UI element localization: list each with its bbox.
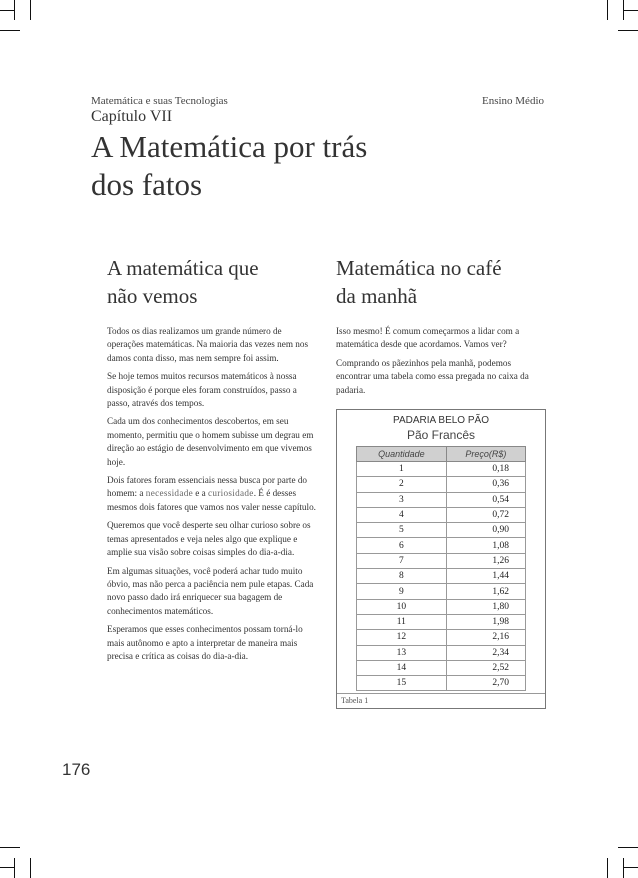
table-row [357,660,526,675]
price-table-box [336,409,546,709]
crop-mark [14,858,15,878]
price-cell: 0,72 [446,507,525,522]
price-cell: 0,36 [446,477,525,492]
section-title-line: não vemos [107,284,198,308]
paragraph: Isso mesmo! É comum começarmos a lidar com a matemática desde que acordamos. Vamos ver? [336,326,520,350]
table-row [357,523,526,538]
price-cell: 1,44 [446,569,525,584]
table-row [357,599,526,614]
table-row [357,538,526,553]
quantity-cell: 12 [357,630,447,645]
crop-mark [14,0,15,20]
price-table [356,446,526,691]
page-number: 176 [62,760,91,779]
table-title: PADARIA BELO PÃO [393,415,489,426]
table-row [357,553,526,568]
column-header-price: Preço(R$) [446,447,525,462]
price-cell: 2,52 [446,660,525,675]
page-title-line: dos fatos [91,167,203,202]
quantity-cell: 6 [357,538,447,553]
quantity-cell: 3 [357,492,447,507]
price-cell: 1,98 [446,614,525,629]
price-cell: 1,62 [446,584,525,599]
highlight-necessidade: necessidade [145,488,193,499]
paragraph: Comprando os pãezinhos pela manhã, podemos encontrar uma tabela como essa pregada no caixa da padaria. [336,357,529,395]
crop-mark [30,858,31,878]
paragraph: Todos os dias realizamos um grande número de operações matemáticas. Na maioria das vezes nem nos damos conta disso, mas nem sempre foi assim. [107,326,309,363]
table-row [357,630,526,645]
left-column-text [107,325,317,668]
crop-mark [618,30,638,31]
quantity-cell: 1 [357,462,447,477]
price-cell: 0,90 [446,523,525,538]
text-fragment: e a [192,488,209,499]
quantity-cell: 8 [357,569,447,584]
crop-mark [0,10,14,11]
section-title-line: da manhã [336,284,418,308]
crop-mark [618,847,638,848]
price-cell: 2,34 [446,645,525,660]
section-title-line: A matemática que [107,256,259,280]
table-row [357,477,526,492]
crop-mark [0,867,14,868]
crop-mark [624,867,638,868]
crop-mark [623,858,624,878]
quantity-cell: 7 [357,553,447,568]
crop-mark [624,10,638,11]
left-section-title [107,254,259,310]
column-header-quantity: Quantidade [357,447,447,462]
table-row [357,462,526,477]
crop-mark [607,858,608,878]
quantity-cell: 10 [357,599,447,614]
table-subtitle: Pão Francês [406,428,476,442]
right-section-title [336,254,502,310]
level-header: Ensino Médio [481,95,544,107]
section-title-line: Matemática no café [336,256,502,280]
price-cell: 1,26 [446,553,525,568]
crop-mark [0,30,20,31]
paragraph: Cada um dos conhecimentos descobertos, em seu momento, permitiu que o homem subisse um degrau em direção ao estágio de desenvolvimento em que vivemos hoje. [107,416,314,467]
chapter-label: Capítulo VII [91,108,173,125]
crop-mark [623,0,624,20]
paragraph: Queremos que você desperte seu olhar curioso sobre os temas apresentados e veja neles algo que explique e amplie sua visão sobre coisas simples do dia-a-dia. [107,520,311,558]
crop-mark [30,0,31,20]
table-row [357,584,526,599]
table-row [357,492,526,507]
table-row [357,569,526,584]
price-cell: 0,18 [446,462,525,477]
highlight-curiosidade: curiosidade [208,488,254,499]
crop-mark [607,0,608,20]
paragraph: Esperamos que esses conhecimentos possam torná-lo mais autônomo e apto a interpretar de maneira mais precisa e crítica as coisas do dia-a-dia. [107,624,303,661]
page-title [91,128,367,204]
paragraph: Em algumas situações, você poderá achar tudo muito óbvio, mas não perca a paciência nem pule etapas. Cada novo passo dado irá enriquecer sua bagagem de conhecimentos matemáticos. [107,565,314,616]
quantity-cell: 5 [357,523,447,538]
table-row [357,676,526,691]
quantity-cell: 4 [357,507,447,522]
page-title-line: A Matemática por trás [91,129,368,164]
quantity-cell: 14 [357,660,447,675]
paragraph: Se hoje temos muitos recursos matemáticos à nossa disposição é porque eles foram construídos, passo a passo, através dos tempos. [107,371,297,409]
table-row [357,507,526,522]
price-cell: 2,16 [446,630,525,645]
quantity-cell: 9 [357,584,447,599]
crop-mark [0,847,20,848]
table-row [357,645,526,660]
quantity-cell: 11 [357,614,447,629]
table-caption: Tabela 1 [337,693,545,708]
quantity-cell: 13 [357,645,447,660]
paragraph-factors [107,474,317,514]
table-row [357,614,526,629]
price-cell: 1,80 [446,599,525,614]
price-cell: 2,70 [446,676,525,691]
subject-header: Matemática e suas Tecnologias [91,95,228,107]
text-fragment: Dois fatores foram essenciais nessa busca por parte do homem: a [107,475,308,499]
price-cell: 0,54 [446,492,525,507]
text-fragment: . É é desses mesmos dois fatores que vamos nos valer nesse capítulo. [107,488,316,512]
table-header-row [357,447,526,462]
quantity-cell: 15 [357,676,447,691]
price-cell: 1,08 [446,538,525,553]
table-body [357,462,526,691]
right-column-text [336,325,546,402]
quantity-cell: 2 [357,477,447,492]
